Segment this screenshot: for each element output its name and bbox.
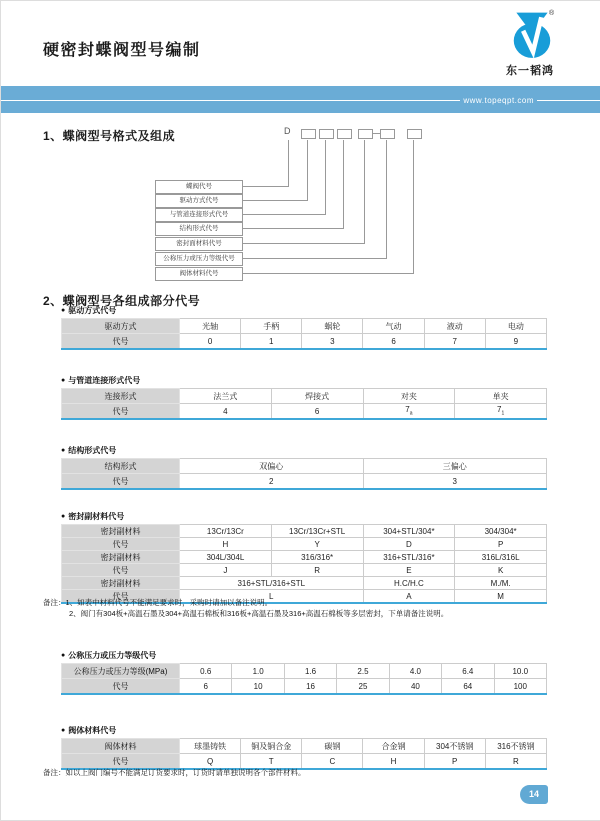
body-material-table bbox=[61, 738, 547, 770]
value-cell: E bbox=[363, 564, 455, 577]
value-cell: 4.0 bbox=[389, 664, 441, 679]
value-cell: 2 bbox=[180, 474, 364, 490]
table-title: 阀体材料代号 bbox=[68, 726, 117, 735]
value-cell: 1 bbox=[241, 334, 302, 350]
code-box-4 bbox=[358, 129, 373, 139]
value-cell: R bbox=[271, 564, 363, 577]
value-cell: 3 bbox=[302, 334, 363, 350]
value-cell: 双偏心 bbox=[180, 459, 364, 474]
bullet-icon: ● bbox=[61, 652, 66, 659]
diagram-label-connection-code: 与管道连接形式代号 bbox=[155, 208, 243, 222]
value-cell: M./M. bbox=[455, 577, 547, 590]
value-cell: 7 bbox=[424, 334, 485, 350]
value-cell: 304不锈钢 bbox=[424, 739, 485, 754]
value-cell: Q bbox=[180, 754, 241, 770]
section1-heading: 1、蝶阀型号格式及组成 bbox=[43, 129, 176, 143]
value-cell: 316/316* bbox=[271, 551, 363, 564]
row-header-cell: 公称压力或压力等级(MPa) bbox=[62, 664, 180, 679]
body-material-table-block bbox=[61, 725, 547, 770]
table-row bbox=[62, 739, 547, 754]
row-header-cell: 代号 bbox=[62, 404, 180, 420]
value-cell: 316不锈钢 bbox=[485, 739, 546, 754]
value-cell: 6.4 bbox=[442, 664, 494, 679]
value-cell: 0 bbox=[180, 334, 241, 350]
diagram-label-structure-code: 结构形式代号 bbox=[155, 222, 243, 236]
value-cell: 10 bbox=[232, 679, 284, 695]
drive-code-table-block bbox=[61, 305, 547, 350]
value-cell: H bbox=[180, 538, 272, 551]
table-row bbox=[62, 389, 547, 404]
row-header-cell: 代号 bbox=[62, 564, 180, 577]
row-header-cell: 阀体材料 bbox=[62, 739, 180, 754]
structure-code-table-block bbox=[61, 445, 547, 490]
table-row bbox=[62, 564, 547, 577]
section2-heading: 2、蝶阀型号各组成部分代号 bbox=[43, 294, 201, 308]
page-title: 硬密封蝶阀型号编制 bbox=[43, 42, 201, 59]
code-box-6 bbox=[407, 129, 422, 139]
row-header-cell: 连接形式 bbox=[62, 389, 180, 404]
row-header-cell: 密封副材料 bbox=[62, 525, 180, 538]
value-cell: 焊接式 bbox=[271, 389, 363, 404]
value-cell: 304/304* bbox=[455, 525, 547, 538]
table-row bbox=[62, 334, 547, 350]
table-row bbox=[62, 577, 547, 590]
value-cell: J bbox=[180, 564, 272, 577]
value-cell: A bbox=[363, 590, 455, 604]
value-cell: 13Cr/13Cr bbox=[180, 525, 272, 538]
value-cell: 对夹 bbox=[363, 389, 455, 404]
value-cell: 2.5 bbox=[337, 664, 389, 679]
value-cell: 1.6 bbox=[284, 664, 336, 679]
value-cell: 316+STL/316* bbox=[363, 551, 455, 564]
value-cell: 6 bbox=[271, 404, 363, 420]
value-cell: 手柄 bbox=[241, 319, 302, 334]
table-title: 密封副材料代号 bbox=[68, 512, 125, 521]
value-cell: 0.6 bbox=[180, 664, 232, 679]
model-prefix-letter: D bbox=[284, 126, 291, 136]
code-box-5 bbox=[380, 129, 395, 139]
diagram-label-seal-code: 密封面材料代号 bbox=[155, 237, 243, 251]
row-header-cell: 代号 bbox=[62, 754, 180, 770]
value-cell: H bbox=[363, 754, 424, 770]
value-cell: R bbox=[485, 754, 546, 770]
table-title: 与管道连接形式代号 bbox=[68, 376, 141, 385]
value-cell: 法兰式 bbox=[180, 389, 272, 404]
header-band bbox=[1, 86, 600, 113]
row-header-cell: 密封副材料 bbox=[62, 551, 180, 564]
table-row bbox=[62, 319, 547, 334]
value-cell: 10.0 bbox=[494, 664, 546, 679]
table-row bbox=[62, 664, 547, 679]
dash-connector-line bbox=[372, 133, 380, 134]
value-cell: P bbox=[455, 538, 547, 551]
value-cell: 三偏心 bbox=[363, 459, 547, 474]
row-header-cell: 密封副材料 bbox=[62, 577, 180, 590]
value-cell: L bbox=[180, 590, 364, 604]
row-header-cell: 代号 bbox=[62, 590, 180, 604]
value-cell: 64 bbox=[442, 679, 494, 695]
value-cell: 100 bbox=[494, 679, 546, 695]
value-cell: 40 bbox=[389, 679, 441, 695]
body-table-note: 备注：如以上阀门编号不能满足订货要求时，订货时请单独说明各个部件材料。 bbox=[43, 768, 306, 777]
code-box-1 bbox=[301, 129, 316, 139]
diagram-label-drive-code: 驱动方式代号 bbox=[155, 194, 243, 208]
bullet-icon: ● bbox=[61, 513, 66, 520]
value-cell: 304L/304L bbox=[180, 551, 272, 564]
value-cell: 304+STL/304* bbox=[363, 525, 455, 538]
value-cell: 316L/316L bbox=[455, 551, 547, 564]
value-cell: 16 bbox=[284, 679, 336, 695]
company-logo-icon bbox=[501, 11, 563, 66]
value-cell: 光轴 bbox=[180, 319, 241, 334]
value-cell: P bbox=[424, 754, 485, 770]
value-cell: 铜及铜合金 bbox=[241, 739, 302, 754]
seal-material-table-block bbox=[61, 511, 547, 604]
table-title: 驱动方式代号 bbox=[68, 306, 117, 315]
bullet-icon: ● bbox=[61, 727, 66, 734]
bullet-icon: ● bbox=[61, 377, 66, 384]
value-cell: T bbox=[241, 754, 302, 770]
drive-code-table bbox=[61, 318, 547, 350]
website-url: www.topeqpt.com bbox=[460, 96, 537, 105]
value-cell: 4 bbox=[180, 404, 272, 420]
diagram-label-body-code: 阀体材料代号 bbox=[155, 267, 243, 281]
row-header-cell: 代号 bbox=[62, 334, 180, 350]
value-cell: D bbox=[363, 538, 455, 551]
value-cell: 1.0 bbox=[232, 664, 284, 679]
registered-trademark-icon: ® bbox=[549, 10, 555, 17]
value-cell: $7_a$ bbox=[363, 404, 455, 420]
row-header-cell: 代号 bbox=[62, 679, 180, 695]
row-header-cell: 代号 bbox=[62, 538, 180, 551]
value-cell: 25 bbox=[337, 679, 389, 695]
value-cell: 6 bbox=[180, 679, 232, 695]
value-cell: 6 bbox=[363, 334, 424, 350]
value-cell: H.C/H.C bbox=[363, 577, 455, 590]
row-header-cell: 驱动方式 bbox=[62, 319, 180, 334]
value-cell: 13Cr/13Cr+STL bbox=[271, 525, 363, 538]
value-cell: $7_1$ bbox=[455, 404, 547, 420]
value-cell: C bbox=[302, 754, 363, 770]
bullet-icon: ● bbox=[61, 447, 66, 454]
value-cell: 单夹 bbox=[455, 389, 547, 404]
table-row bbox=[62, 404, 547, 420]
seal-table-note-1: 备注：1、如表中材料代号不能满足要求时，采购时请加以备注说明。 bbox=[43, 598, 273, 607]
connector-line bbox=[241, 140, 414, 274]
table-row bbox=[62, 538, 547, 551]
bullet-icon: ● bbox=[61, 307, 66, 314]
pressure-code-table-block bbox=[61, 650, 547, 695]
value-cell: 3 bbox=[363, 474, 547, 490]
value-cell: 9 bbox=[485, 334, 546, 350]
value-cell: M bbox=[455, 590, 547, 604]
code-box-3 bbox=[337, 129, 352, 139]
table-row bbox=[62, 474, 547, 490]
value-cell: 316+STL/316+STL bbox=[180, 577, 364, 590]
value-cell: 电动 bbox=[485, 319, 546, 334]
seal-material-table bbox=[61, 524, 547, 604]
value-cell: 气动 bbox=[363, 319, 424, 334]
value-cell: K bbox=[455, 564, 547, 577]
table-row bbox=[62, 679, 547, 695]
structure-code-table bbox=[61, 458, 547, 490]
value-cell: 液动 bbox=[424, 319, 485, 334]
row-header-cell: 结构形式 bbox=[62, 459, 180, 474]
connection-code-table bbox=[61, 388, 547, 420]
table-row bbox=[62, 551, 547, 564]
table-row bbox=[62, 525, 547, 538]
row-header-cell: 代号 bbox=[62, 474, 180, 490]
seal-table-note-2: 2、阀门有304板+高温石墨及304+高温石棉板和316板+高温石墨及316+高温石棉板等多层密封，下单请备注说明。 bbox=[69, 609, 449, 618]
value-cell: 蜗轮 bbox=[302, 319, 363, 334]
table-title: 公称压力或压力等级代号 bbox=[68, 651, 157, 660]
value-cell: 碳钢 bbox=[302, 739, 363, 754]
value-cell: 球墨铸铁 bbox=[180, 739, 241, 754]
connection-code-table-block bbox=[61, 375, 547, 420]
table-title: 结构形式代号 bbox=[68, 446, 117, 455]
pressure-code-table bbox=[61, 663, 547, 695]
brand-name: 东一韬鸿 bbox=[506, 65, 554, 77]
diagram-label-pressure-code: 公称压力或压力等级代号 bbox=[155, 252, 243, 266]
table-row bbox=[62, 459, 547, 474]
page-number-badge: 14 bbox=[520, 785, 548, 804]
value-cell: Y bbox=[271, 538, 363, 551]
diagram-label-valve-code: 蝶阀代号 bbox=[155, 180, 243, 194]
code-box-2 bbox=[319, 129, 334, 139]
value-cell: 合金钢 bbox=[363, 739, 424, 754]
valve-logo-icon bbox=[507, 11, 557, 61]
